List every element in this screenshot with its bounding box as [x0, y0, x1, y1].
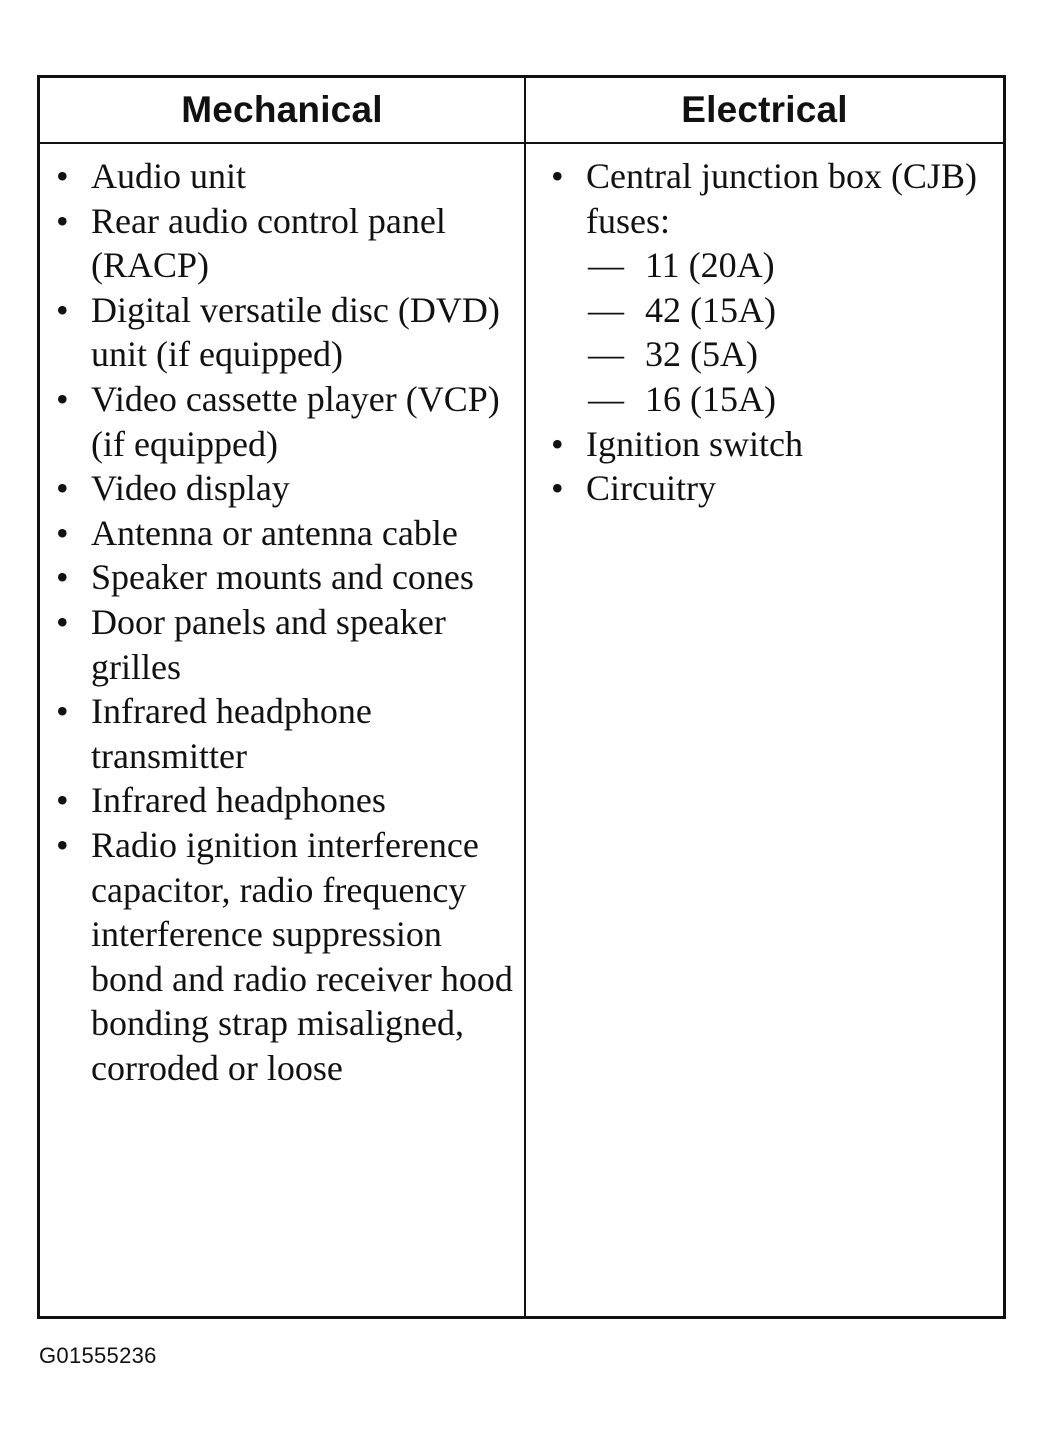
list-item: • Video cassette player (VCP) (if equipped)	[54, 377, 516, 466]
list-item: • Infrared headphones	[54, 778, 516, 823]
header-electrical: Electrical	[681, 89, 848, 130]
symptom-inspection-table	[37, 75, 1006, 1319]
list-item: • Radio ignition interference capacitor, radio frequency interference suppression bond and radio receiver hood bonding strap misaligned, corroded or loose	[54, 823, 516, 1091]
list-item: • Speaker mounts and cones	[54, 555, 516, 600]
list-item: • Video display	[54, 466, 516, 511]
electrical-column	[549, 154, 994, 511]
list-item: • Antenna or antenna cable	[54, 511, 516, 556]
cjb-fuses-label: Central junction box (CJB) fuses:	[586, 156, 977, 241]
mechanical-column	[54, 154, 516, 1090]
list-item-cjb-fuses	[549, 154, 994, 422]
fuse-item: — 16 (15A)	[586, 377, 994, 422]
list-item: • Door panels and speaker grilles	[54, 600, 516, 689]
list-item: • Audio unit	[54, 154, 516, 199]
list-item: • Digital versatile disc (DVD) unit (if equipped)	[54, 288, 516, 377]
figure-id: G01555236	[39, 1343, 157, 1368]
electrical-list	[549, 154, 994, 511]
header-mechanical: Mechanical	[181, 89, 383, 130]
column-divider	[524, 78, 526, 1316]
fuse-list	[586, 243, 994, 421]
header-divider	[40, 142, 1003, 144]
list-item-circuitry: • Circuitry	[549, 466, 994, 511]
list-item-ignition-switch: • Ignition switch	[549, 422, 994, 467]
list-item: • Infrared headphone transmitter	[54, 689, 516, 778]
fuse-item: — 42 (15A)	[586, 288, 994, 333]
fuse-item: — 11 (20A)	[586, 243, 994, 288]
fuse-item: — 32 (5A)	[586, 332, 994, 377]
mechanical-list	[54, 154, 516, 1090]
list-item: • Rear audio control panel (RACP)	[54, 199, 516, 288]
